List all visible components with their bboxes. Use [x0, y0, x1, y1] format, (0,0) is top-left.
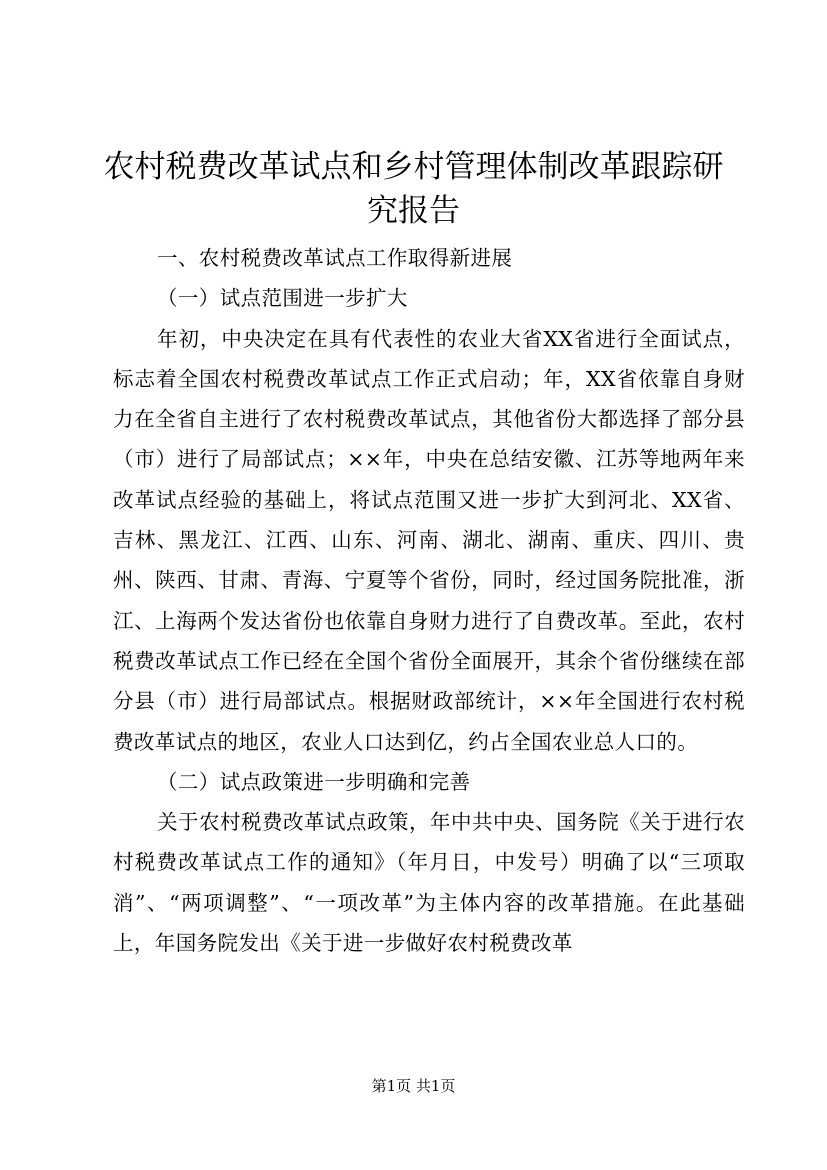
section-heading: 一、农村税费改革试点工作取得新进展 [157, 246, 513, 270]
subsection-heading: （一）试点范围进一步扩大 [157, 286, 408, 311]
document-body [113, 238, 745, 963]
document-title: 农村税费改革试点和乡村管理体制改革跟踪研究报告 [103, 149, 724, 229]
body-paragraph: 关于农村税费改革试点政策，年中共中央、国务院《关于进行农村税费改革试点工作的通知》（年月日，中发号）明确了以“三项取消”、“两项调整”、“一项改革”为主体内容的改革措施。在此基础上，年国务院发出《关于进一步做好农村税费改革 [113, 810, 745, 956]
body-paragraph: 年初，中央决定在具有代表性的农业大省XX省进行全面试点，标志着全国农村税费改革试点工作正式启动；年，XX省依靠自身财力在全省自主进行了农村税费改革试点，其他省份大都选择了部分县（市）进行了局部试点；××年，中央在总结安徽、江苏等地两年来改革试点经验的基础上，将试点范围又进一步扩大到河北、XX省、吉林、黑龙江、江西、山东、河南、湖北、湖南、重庆、四川、贵州、陕西、甘肃、青海、宁夏等个省份，同时，经过国务院批准，浙江、上海两个发达省份也依靠自身财力进行了自费改革。至此，农村税费改革试点工作已经在全国个省份全面展开，其余个省份继续在部分县（市）进行局部试点。根据财政部统计，××年全国进行农村税费改革试点的地区，农业人口达到亿，约占全国农业总人口的。 [113, 326, 745, 754]
page-footer: 第1页 共1页 [371, 1077, 456, 1095]
subsection-heading: （二）试点政策进一步明确和完善 [157, 769, 471, 794]
